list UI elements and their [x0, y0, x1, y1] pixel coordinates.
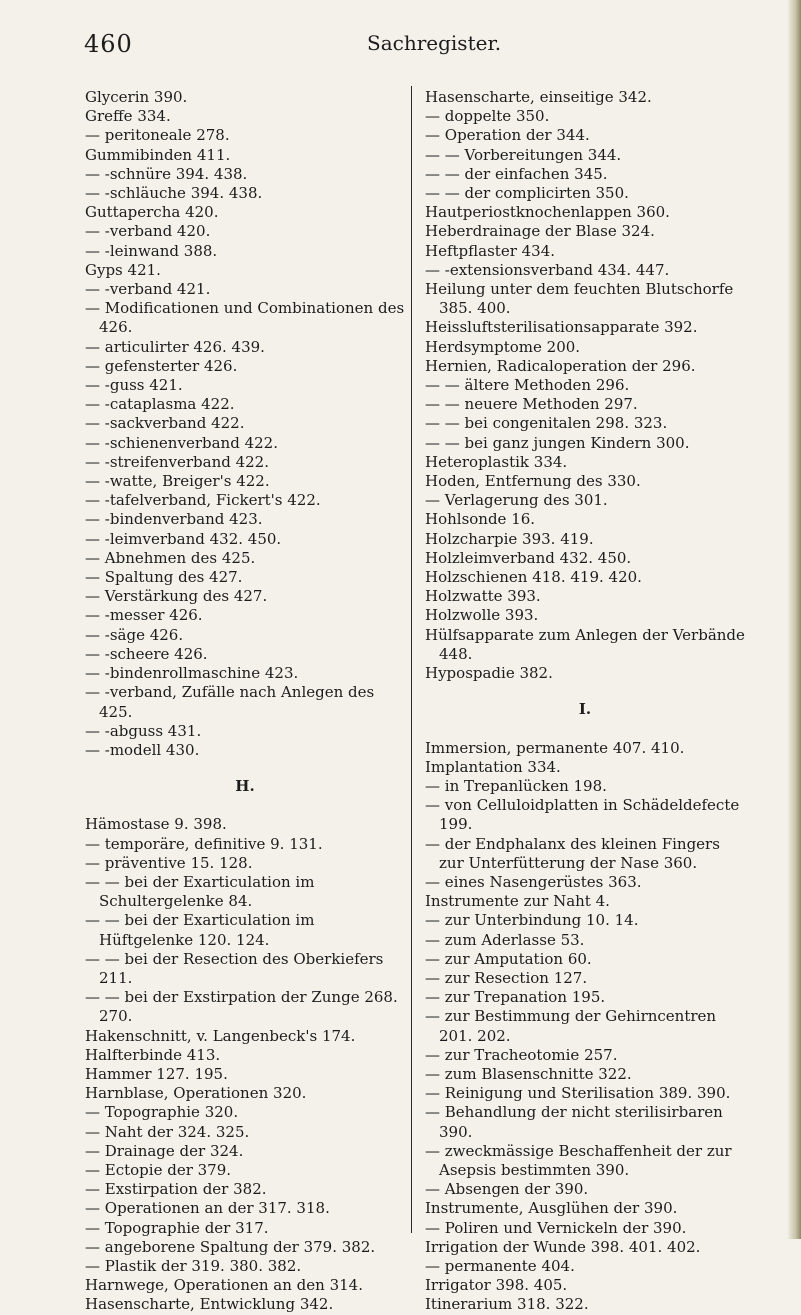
index-entry: — — der complicirten 350. — [425, 184, 629, 203]
index-entry: — in Trepanlücken 198. — [425, 776, 607, 795]
index-entry: — -tafelverband, Fickert's 422. — [85, 491, 321, 510]
index-entry: — -messer 426. — [85, 606, 203, 625]
index-entry: — Spaltung des 427. — [85, 568, 243, 587]
index-entry: — -bindenverband 423. — [85, 510, 263, 529]
index-entry: Hasenscharte, Entwicklung 342. — [85, 1295, 334, 1314]
index-entry: — -guss 421. — [85, 376, 183, 395]
index-entry: Instrumente, Ausglühen der 390. — [425, 1199, 678, 1218]
index-entry: Harnwege, Operationen an den 314. — [85, 1276, 363, 1295]
index-entry: Hakenschnitt, v. Langenbeck's 174. — [85, 1026, 356, 1045]
index-entry: — -scheere 426. — [85, 644, 208, 663]
index-entry: — — neuere Methoden 297. — [425, 395, 638, 414]
index-entry: Irrigator 398. 405. — [425, 1276, 568, 1295]
index-entry: — zweckmässige Beschaffenheit der zur Asepsis bestimmten 390. — [425, 1141, 732, 1179]
index-entry: — -schläuche 394. 438. — [85, 184, 263, 203]
index-entry: — Topographie 320. — [85, 1103, 239, 1122]
index-entry: — der Endphalanx des kleinen Fingers zur Unterfütterung der Nase 360. — [425, 834, 720, 872]
index-entry: Hämostase 9. 398. — [85, 815, 227, 834]
index-entry: — Ectopie der 379. — [85, 1160, 232, 1179]
index-entry: Holzwolle 393. — [425, 606, 539, 625]
section-letter: H. — [235, 777, 255, 796]
index-entry: — — bei der Exarticulation im Schultergelenke 84. — [85, 872, 315, 911]
index-entry: — — bei der Exarticulation im Hüftgelenke 120. 124. — [85, 911, 315, 949]
index-entry: — Modificationen und Combinationen des 426. — [85, 299, 405, 337]
index-entry: Hammer 127. 195. — [85, 1064, 228, 1083]
index-entry: Itinerarium 318. 322. — [425, 1295, 589, 1314]
index-entry: Hernien, Radicaloperation der 296. — [425, 356, 696, 375]
index-entry: — zur Unterbindung 10. 14. — [425, 911, 639, 930]
index-entry: — Exstirpation der 382. — [85, 1180, 267, 1199]
index-entry: — präventive 15. 128. — [85, 853, 253, 872]
index-entry: — Drainage der 324. — [85, 1141, 244, 1160]
index-column-right — [425, 88, 745, 1315]
index-entry: Heftpflaster 434. — [425, 241, 556, 260]
index-entry: — -abguss 431. — [85, 721, 202, 740]
index-entry: Glycerin 390. — [85, 88, 188, 106]
index-entry: — Operationen an der 317. 318. — [85, 1199, 330, 1218]
index-entry: — Poliren und Vernickeln der 390. — [425, 1218, 687, 1237]
index-entry: — — bei der Resection des Oberkiefers 211. — [85, 949, 384, 987]
index-entry: Hypospadie 382. — [425, 664, 553, 683]
index-entry: — zur Tracheotomie 257. — [425, 1045, 618, 1064]
index-entry: Hasenscharte, einseitige 342. — [425, 88, 652, 106]
index-entry: Heissluftsterilisationsapparate 392. — [425, 318, 698, 337]
index-entry: Holzwatte 393. — [425, 587, 541, 606]
index-entry: — Operation der 344. — [425, 126, 590, 145]
index-entry: — zur Trepanation 195. — [425, 988, 606, 1007]
index-entry: Greffe 334. — [85, 107, 171, 126]
index-entry: — Topographie der 317. — [85, 1218, 269, 1237]
index-entry: — permanente 404. — [425, 1256, 575, 1275]
index-entry: Guttapercha 420. — [85, 203, 219, 222]
index-entry: — von Celluloidplatten in Schädeldefecte 199. — [425, 796, 740, 834]
index-entry: Hoden, Entfernung des 330. — [425, 472, 641, 491]
index-entry: — -verband, Zufälle nach Anlegen des 425. — [85, 683, 375, 721]
index-entry: — zur Amputation 60. — [425, 949, 592, 968]
index-entry: Hohlsonde 16. — [425, 510, 536, 529]
page-edge-shadow — [787, 0, 801, 1239]
index-entry: Irrigation der Wunde 398. 401. 402. — [425, 1237, 701, 1256]
index-entry: — — bei ganz jungen Kindern 300. — [425, 433, 690, 452]
index-entry: Implantation 334. — [425, 757, 561, 776]
index-entry: — — Vorbereitungen 344. — [425, 145, 622, 164]
index-entry: — -schnüre 394. 438. — [85, 164, 248, 183]
index-entry: Holzcharpie 393. 419. — [425, 529, 594, 548]
index-entry: — gefensterter 426. — [85, 356, 238, 375]
index-entry: — angeborene Spaltung der 379. 382. — [85, 1237, 376, 1256]
index-entry: — temporäre, definitive 9. 131. — [85, 834, 323, 853]
page-number: 460 — [84, 30, 133, 58]
index-entry: — articulirter 426. 439. — [85, 337, 265, 356]
index-entry: — Plastik der 319. 380. 382. — [85, 1256, 302, 1275]
index-entry: — -modell 430. — [85, 740, 200, 759]
index-entry: Gummibinden 411. — [85, 145, 231, 164]
index-entry: Hautperiostknochenlappen 360. — [425, 203, 670, 222]
index-entry: Immersion, permanente 407. 410. — [425, 738, 685, 757]
section-letter: I. — [578, 700, 592, 719]
index-entry: — — der einfachen 345. — [425, 164, 608, 183]
page-title: Sachregister. — [367, 31, 502, 55]
index-entry: — -cataplasma 422. — [85, 395, 235, 414]
index-entry: — Reinigung und Sterilisation 389. 390. — [425, 1084, 731, 1103]
index-entry: — -sackverband 422. — [85, 414, 245, 433]
index-entry: Holzleimverband 432. 450. — [425, 548, 632, 567]
index-entry: Harnblase, Operationen 320. — [85, 1084, 307, 1103]
index-entry: — eines Nasengerüstes 363. — [425, 872, 642, 891]
index-entry: — peritoneale 278. — [85, 126, 230, 145]
index-entry: — zur Resection 127. — [425, 968, 588, 987]
index-entry: — -säge 426. — [85, 625, 184, 644]
index-entry: — — ältere Methoden 296. — [425, 376, 630, 395]
index-entry: — -bindenrollmaschine 423. — [85, 664, 299, 683]
index-entry: — -leinwand 388. — [85, 241, 218, 260]
index-entry: — -extensionsverband 434. 447. — [425, 260, 670, 279]
column-divider — [411, 86, 412, 1233]
index-entry: — -streifenverband 422. — [85, 452, 269, 471]
index-entry: — -watte, Breiger's 422. — [85, 472, 270, 491]
index-entry: — Abnehmen des 425. — [85, 548, 256, 567]
index-entry: Gyps 421. — [85, 260, 161, 279]
index-entry: — -verband 421. — [85, 280, 211, 299]
index-entry: — Verstärkung des 427. — [85, 587, 268, 606]
index-entry: — — bei der Exstirpation der Zunge 268. 270. — [85, 988, 398, 1026]
index-entry: Heteroplastik 334. — [425, 452, 568, 471]
index-entry: Heberdrainage der Blase 324. — [425, 222, 655, 241]
index-entry: — -verband 420. — [85, 222, 211, 241]
index-entry: — Absengen der 390. — [425, 1180, 589, 1199]
index-entry: — doppelte 350. — [425, 107, 550, 126]
index-entry: Heilung unter dem feuchten Blutschorfe 385. 400. — [425, 280, 734, 318]
index-entry: Halfterbinde 413. — [85, 1045, 221, 1064]
index-entry: — -schienenverband 422. — [85, 433, 278, 452]
index-entry: — zur Bestimmung der Gehirncentren 201. 202. — [425, 1007, 717, 1045]
index-entry: — zum Aderlasse 53. — [425, 930, 585, 949]
index-entry: — Naht der 324. 325. — [85, 1122, 250, 1141]
index-entry: Instrumente zur Naht 4. — [425, 892, 610, 911]
index-entry: Holzschienen 418. 419. 420. — [425, 568, 642, 587]
index-entry: — zum Blasenschnitte 322. — [425, 1064, 632, 1083]
index-column-left — [85, 88, 405, 1315]
index-entry: — Behandlung der nicht sterilisirbaren 390. — [425, 1103, 723, 1141]
index-entry: — -leimverband 432. 450. — [85, 529, 282, 548]
index-entry: — — bei congenitalen 298. 323. — [425, 414, 668, 433]
index-entry: Herdsymptome 200. — [425, 337, 581, 356]
index-entry: Hülfsapparate zum Anlegen der Verbände 448. — [425, 625, 745, 663]
index-entry: — Verlagerung des 301. — [425, 491, 608, 510]
